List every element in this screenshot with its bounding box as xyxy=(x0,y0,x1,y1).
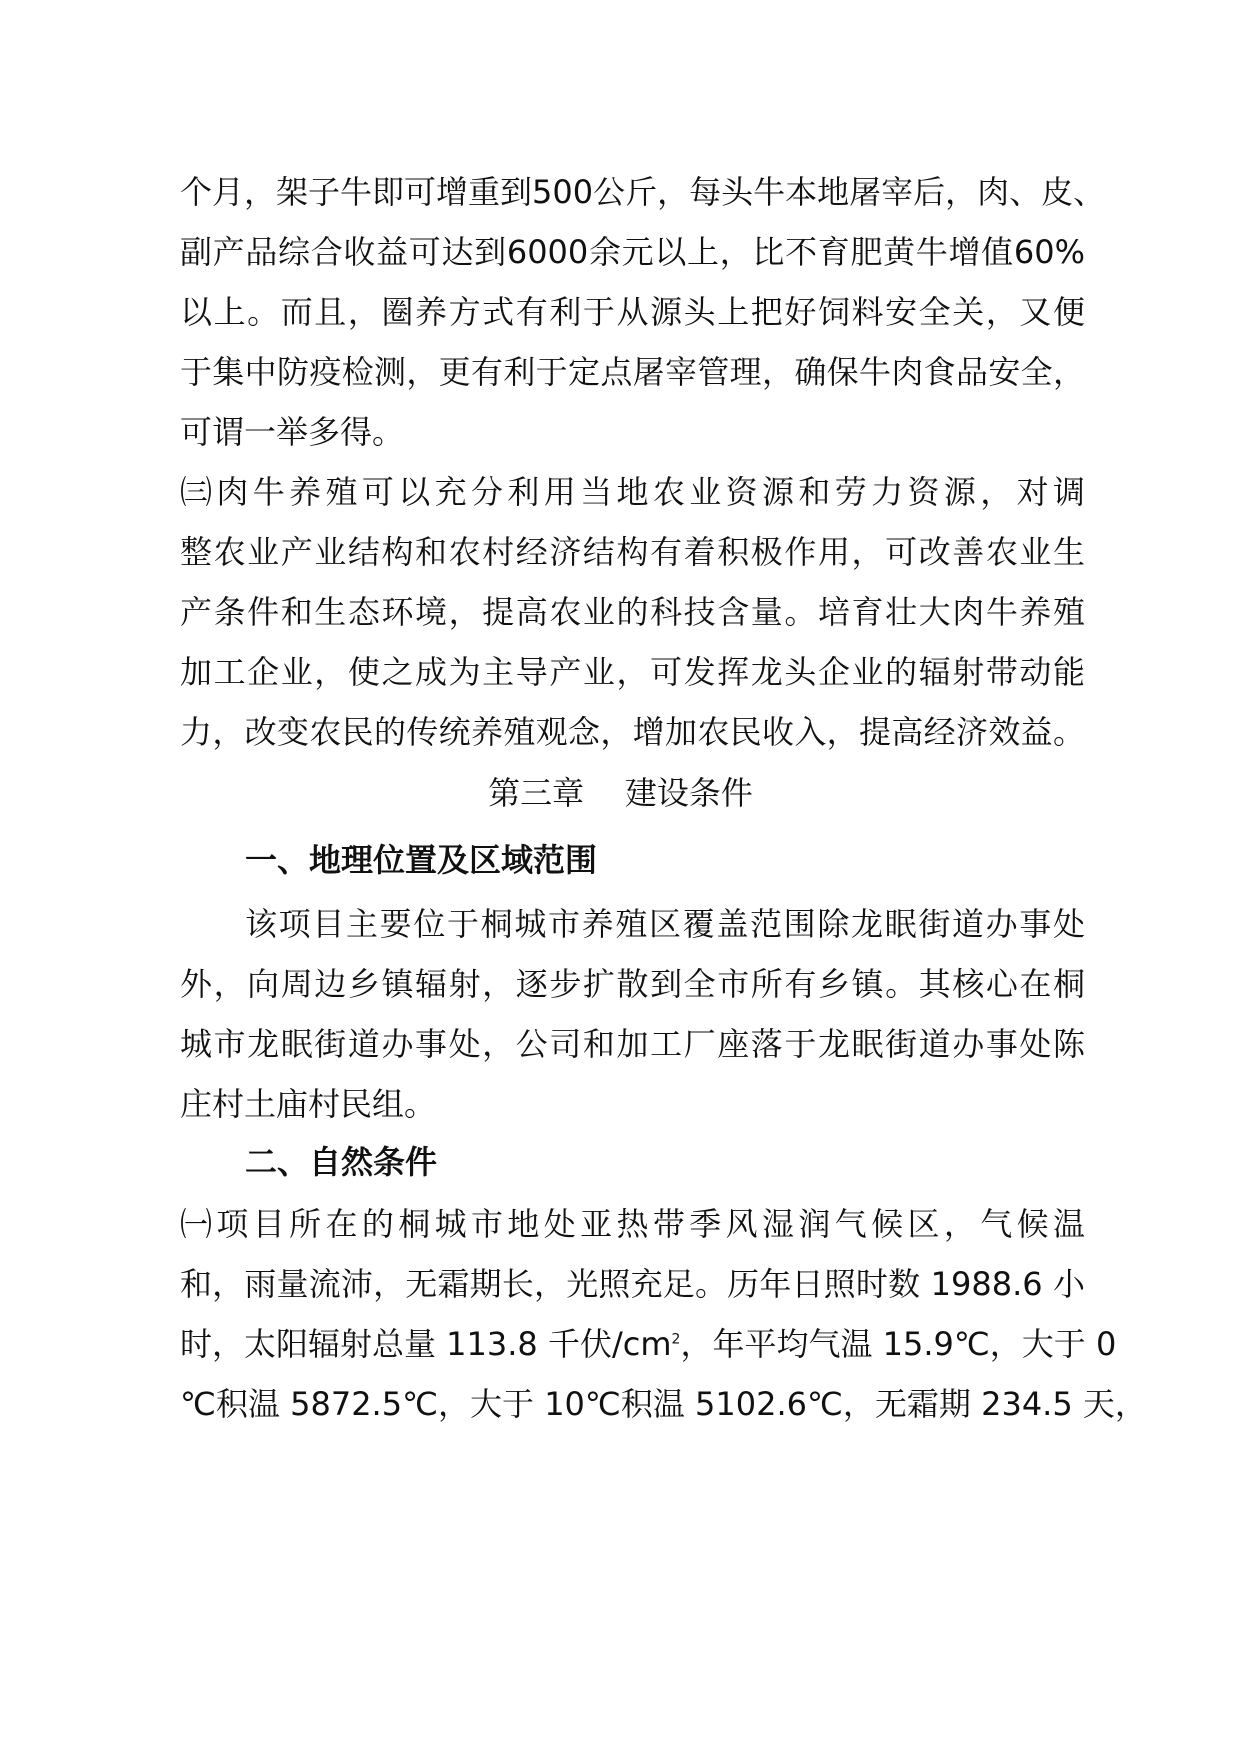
superscript: 2 xyxy=(671,1331,681,1348)
paragraph-line: ㈠项目所在的桐城市地处亚热带季风湿润气候区，气候温 xyxy=(180,1205,1085,1243)
paragraph-line: 于集中防疫检测，更有利于定点屠宰管理，确保牛肉食品安全， xyxy=(180,353,1085,391)
paragraph-line: 整农业产业结构和农村经济结构有着积极作用，可改善农业生 xyxy=(180,533,1085,571)
paragraph-line: 加工企业，使之成为主导产业，可发挥龙头企业的辐射带动能 xyxy=(180,653,1085,691)
paragraph-line: 副产品综合收益可达到6000余元以上，比不育肥黄牛增值60% xyxy=(180,233,1085,271)
paragraph-line: 和，雨量流沛，无霜期长，光照充足。历年日照时数 1988.6 小 xyxy=(180,1265,1085,1303)
section-heading: 一、地理位置及区域范围 xyxy=(245,841,598,879)
paragraph-line: 城市龙眠街道办事处，公司和加工厂座落于龙眠街道办事处陈 xyxy=(180,1025,1085,1063)
section-heading: 二、自然条件 xyxy=(245,1143,438,1181)
paragraph-line: 以上。而且，圈养方式有利于从源头上把好饲料安全关，又便 xyxy=(180,293,1085,331)
paragraph-line xyxy=(180,1324,1117,1364)
paragraph-line: 庄村土庙村民组。 xyxy=(180,1085,437,1123)
paragraph-line: 产条件和生态环境，提高农业的科技含量。培育壮大肉牛养殖 xyxy=(180,593,1085,631)
paragraph-line: 可谓一举多得。 xyxy=(180,413,405,451)
paragraph-line: ㈢肉牛养殖可以充分利用当地农业资源和劳力资源，对调 xyxy=(180,473,1085,511)
paragraph-line: 外，向周边乡镇辐射，逐步扩散到全市所有乡镇。其核心在桐 xyxy=(180,965,1085,1003)
line-text: ，年平均气温 15.9℃，大于 0 xyxy=(680,1325,1117,1363)
paragraph-line: 力，改变农民的传统养殖观念，增加农民收入，提高经济效益。 xyxy=(180,713,1085,751)
paragraph-line: 该项目主要位于桐城市养殖区覆盖范围除龙眠街道办事处 xyxy=(245,905,1085,943)
paragraph-line: ℃积温 5872.5℃，大于 10℃积温 5102.6℃，无霜期 234.5 天， xyxy=(180,1385,1147,1423)
line-text: 时，太阳辐射总量 113.8 千伏/cm xyxy=(180,1325,672,1363)
chapter-title: 第三章 建设条件 xyxy=(488,774,753,812)
paragraph-line: 个月，架子牛即可增重到500公斤，每头牛本地屠宰后，肉、皮、 xyxy=(180,173,1106,211)
